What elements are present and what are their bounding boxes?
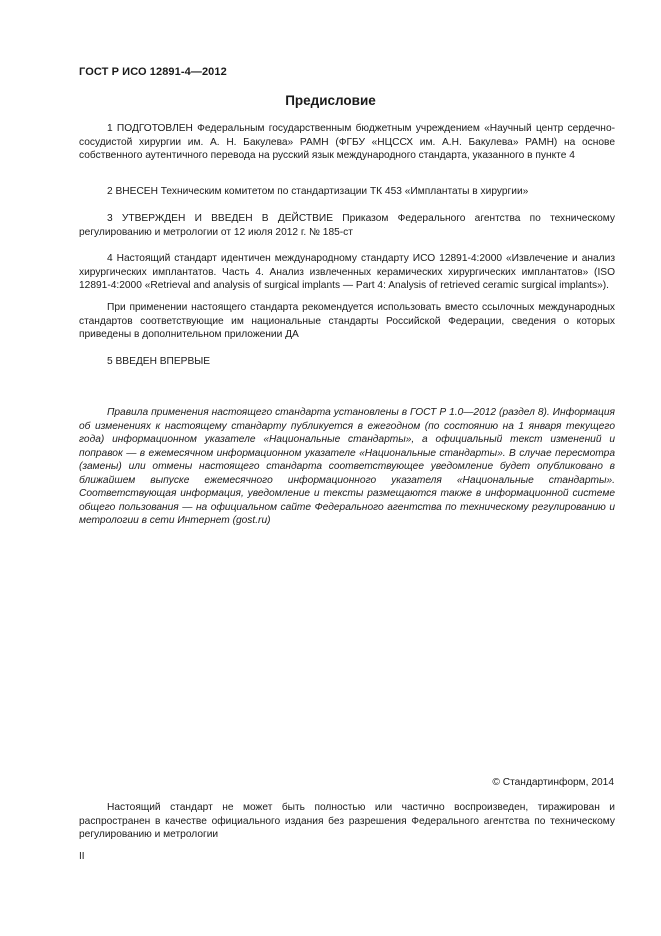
paragraph-first-introduced <box>79 355 615 369</box>
reproduction-text: Настоящий стандарт не может быть полностью или частично воспроизведен, тиражирован и распространен в качестве официального издания без разрешения Федерального агентства по техническому регулированию и метрологии <box>79 802 615 840</box>
paragraph-references-note <box>79 301 615 342</box>
paragraph-text: При применении настоящего стандарта рекомендуется использовать вместо ссылочных международных стандартов соответствующие им национальные стандарты Российской Федерации, сведения о которых приведены в дополнительном приложении ДА <box>79 302 615 340</box>
paragraph-identical-standard <box>79 252 615 293</box>
page-number: II <box>79 851 85 862</box>
paragraph-approved <box>79 212 615 239</box>
notice-text: Правила применения настоящего стандарта установлены в ГОСТ Р 1.0—2012 (раздел 8). Информация об изменениях к настоящему стандарту публикуется в ежегодном (по состоянию на 1 января текущего года) информационном указателе «Национальные стандарты», а официальный текст изменений и поправок — в ежемесячном информационном указателе «Национальные стандарты». В случае пересмотра (замены) или отмены настоящего стандарта соответствующее уведомление будет опубликовано в ближайшем выпуске ежемесячного информационного указателя «Национальные стандарты». Соответствующая информация, уведомление и тексты размещаются также в информационной системе общего пользования — на официальном сайте Федерального агентства по техническому регулированию и метрологии в сети Интернет (gost.ru) <box>79 407 615 526</box>
paragraph-prepared-by <box>79 122 615 163</box>
paragraph-text: 2 ВНЕСЕН Техническим комитетом по стандартизации ТК 453 «Имплантаты в хирургии» <box>107 186 529 197</box>
copyright-line: © Стандартинформ, 2014 <box>492 777 614 788</box>
paragraph-text: 5 ВВЕДЕН ВПЕРВЫЕ <box>107 356 211 367</box>
paragraph-text: 1 ПОДГОТОВЛЕН Федеральным государственным бюджетным учреждением «Научный центр сердечно-сосудистой хирургии им. А. Н. Бакулева» РАМН (ФГБУ «НЦССХ им. А.Н. Бакулева» РАМН) на основе собственного аутентичного перевода на русский язык международного стандарта, указанного в пункте 4 <box>79 123 615 161</box>
paragraph-text: 3 УТВЕРЖДЕН И ВВЕДЕН В ДЕЙСТВИЕ Приказом Федерального агентства по техническому регулированию и метрологии от 12 июля 2012 г. № 185-ст <box>79 213 615 238</box>
application-rules-notice <box>79 406 615 528</box>
document-code-header: ГОСТ Р ИСО 12891-4—2012 <box>79 66 227 78</box>
page-title: Предисловие <box>285 93 376 108</box>
reproduction-notice <box>79 801 615 842</box>
paragraph-text: 4 Настоящий стандарт идентичен международному стандарту ИСО 12891-4:2000 «Извлечение и анализ хирургических имплантатов. Часть 4. Анализ извлеченных керамических хирургических имплантатов» (ISO 12891-4:2000 «Retrieval and analysis of surgical implants — Part 4: Analysis of retrieved ceramic surgical implants»). <box>79 253 615 291</box>
paragraph-introduced-by <box>79 185 615 199</box>
